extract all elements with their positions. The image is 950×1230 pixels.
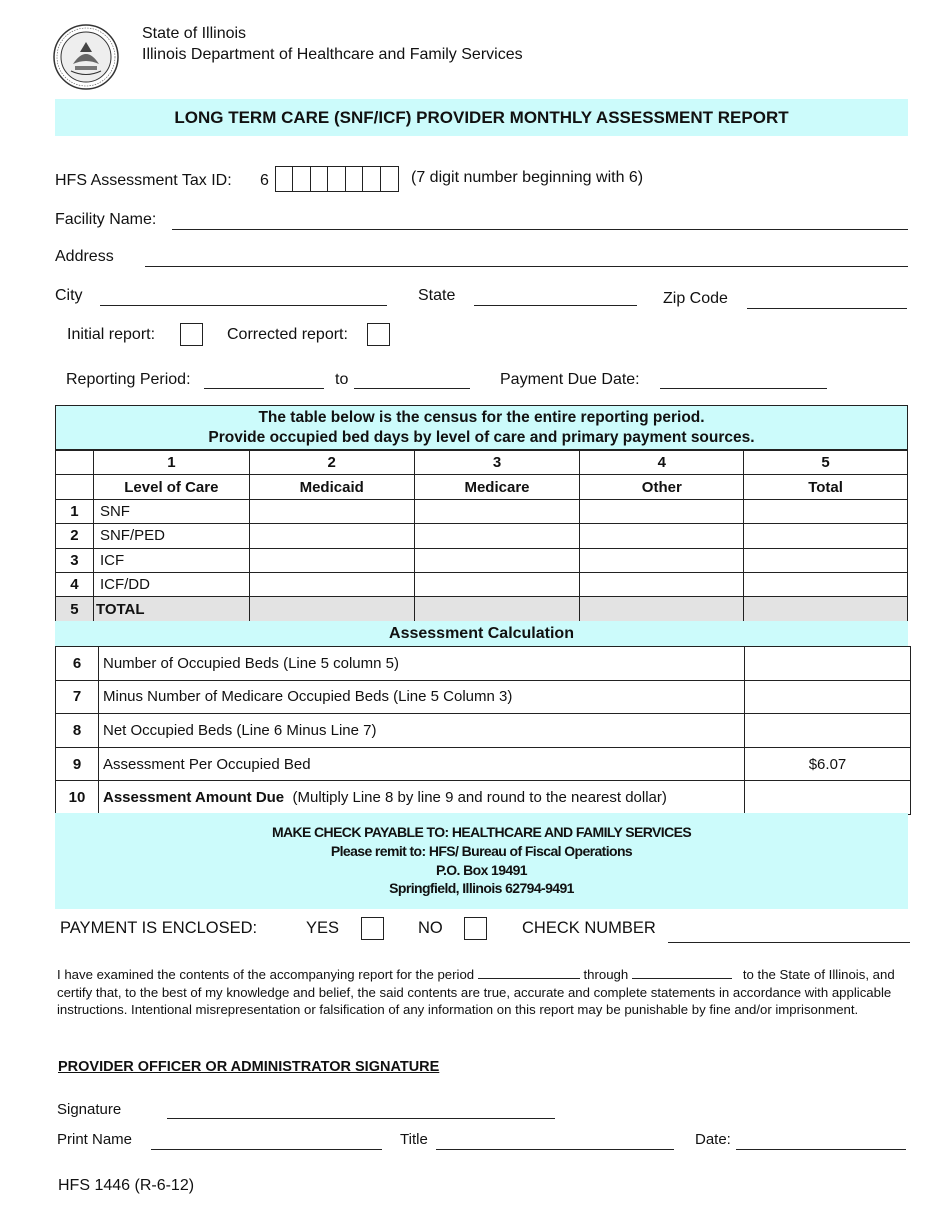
reporting-period-end-field[interactable]: [354, 388, 470, 389]
zip-label: Zip Code: [663, 290, 728, 307]
medicaid-cell[interactable]: [249, 597, 414, 621]
reporting-period-to: to: [335, 371, 349, 388]
payment-due-label: Payment Due Date:: [500, 371, 640, 388]
line-value[interactable]: [745, 680, 911, 714]
col-header-other: Other: [580, 475, 744, 499]
facility-name-label: Facility Name:: [55, 211, 157, 228]
medicaid-cell[interactable]: [249, 572, 414, 596]
signature-label: Signature: [57, 1101, 122, 1118]
level-of-care: SNF: [93, 499, 249, 523]
table-row: [56, 680, 911, 714]
total-cell[interactable]: [744, 499, 908, 523]
tax-id-prefix: 6: [260, 172, 269, 189]
line-number: 8: [56, 714, 99, 748]
table-row: [56, 524, 908, 548]
col-number: 3: [414, 451, 580, 475]
total-cell[interactable]: [744, 524, 908, 548]
assessment-calculation-table: [55, 646, 911, 815]
col-header-medicaid: Medicaid: [249, 475, 414, 499]
title-label: Title: [400, 1131, 428, 1148]
medicare-cell[interactable]: [414, 524, 580, 548]
payment-enclosed-label: PAYMENT IS ENCLOSED:: [60, 919, 258, 937]
signature-field[interactable]: [167, 1118, 555, 1119]
level-of-care: SNF/PED: [93, 524, 249, 548]
remit-po-box: P.O. Box 19491: [436, 861, 527, 878]
tax-id-hint: (7 digit number beginning with 6): [411, 169, 644, 186]
census-column-numbers: [56, 451, 908, 475]
remit-city: Springfield, Illinois 62794-9491: [389, 880, 574, 897]
col-header-medicare: Medicare: [414, 475, 580, 499]
check-number-field[interactable]: [668, 942, 910, 943]
level-of-care: TOTAL: [93, 597, 249, 621]
address-label: Address: [55, 248, 114, 265]
title-field[interactable]: [436, 1149, 674, 1150]
cert-part2: to the State of Illinois,: [742, 967, 869, 982]
cert-part3: and certify that, to the best of my knowledge and belief, the said contents are true, accurate and complete statements in accordance with applicable instructions. Intentional misrepresentation or falsification of any information on this report may be punishable by fine and/or imprisonment.: [57, 967, 895, 1018]
medicare-cell[interactable]: [414, 499, 580, 523]
row-number: 5: [56, 597, 94, 621]
address-field[interactable]: [145, 266, 908, 267]
remit-payable-to: MAKE CHECK PAYABLE TO: HEALTHCARE AND FAMILY SERVICES: [271, 824, 692, 840]
line-number: 7: [56, 680, 99, 714]
col-number: 2: [249, 451, 414, 475]
payment-no-checkbox[interactable]: [464, 917, 487, 940]
total-cell[interactable]: [744, 548, 908, 572]
date-field[interactable]: [736, 1149, 906, 1150]
cert-through: through: [583, 967, 629, 982]
line-label: Number of Occupied Beds (Line 5 column 5): [99, 647, 745, 681]
department-name: Illinois Department of Healthcare and Family Services: [142, 46, 523, 63]
initial-report-checkbox[interactable]: [180, 323, 203, 346]
assessment-calculation-title: Assessment Calculation: [55, 621, 908, 646]
remit-instructions: [55, 813, 908, 909]
census-table: [55, 450, 908, 622]
line-label-note: (Multiply Line 8 by line 9 and round to the nearest dollar): [292, 789, 667, 807]
col-header-level-of-care: Level of Care: [93, 475, 249, 499]
zip-field[interactable]: [747, 308, 907, 309]
other-cell[interactable]: [580, 597, 744, 621]
level-of-care: ICF/DD: [93, 572, 249, 596]
line-label: Assessment Per Occupied Bed: [99, 747, 745, 781]
payment-due-field[interactable]: [660, 388, 827, 389]
payment-yes-checkbox[interactable]: [361, 917, 384, 940]
medicare-cell[interactable]: [414, 597, 580, 621]
print-name-label: Print Name: [57, 1131, 133, 1148]
col-header-total: Total: [744, 475, 908, 499]
tax-id-label: HFS Assessment Tax ID:: [55, 172, 232, 189]
level-of-care: ICF: [93, 548, 249, 572]
state-name: State of Illinois: [142, 25, 247, 42]
line-value[interactable]: [745, 647, 911, 681]
initial-report-label: Initial report:: [67, 326, 156, 343]
state-seal: [53, 24, 119, 90]
row-number: 4: [56, 572, 94, 596]
medicare-cell[interactable]: [414, 572, 580, 596]
cert-period-start-field[interactable]: [478, 966, 580, 979]
medicaid-cell[interactable]: [249, 548, 414, 572]
row-number: 2: [56, 524, 94, 548]
line-number: 6: [56, 647, 99, 681]
reporting-period-start-field[interactable]: [204, 388, 324, 389]
census-header: [55, 405, 908, 450]
table-row: [56, 714, 911, 748]
table-row-total: [56, 597, 908, 621]
col-number: 4: [580, 451, 744, 475]
table-row: [56, 781, 911, 815]
medicare-cell[interactable]: [414, 548, 580, 572]
cert-period-end-field[interactable]: [632, 966, 732, 979]
payment-yes-label: YES: [306, 919, 340, 937]
medicaid-cell[interactable]: [249, 524, 414, 548]
remit-to: Please remit to: HFS/ Bureau of Fiscal Operations: [330, 842, 633, 859]
assessment-per-bed-value: $6.07: [745, 747, 911, 781]
table-row: [56, 647, 911, 681]
state-label: State: [418, 287, 456, 304]
other-cell[interactable]: [580, 524, 744, 548]
assessment-amount-due-value[interactable]: [745, 781, 911, 815]
corrected-report-checkbox[interactable]: [367, 323, 390, 346]
total-cell[interactable]: [744, 572, 908, 596]
row-number: 1: [56, 499, 94, 523]
col-number: 1: [93, 451, 249, 475]
signature-section-title: PROVIDER OFFICER OR ADMINISTRATOR SIGNATURE: [58, 1059, 440, 1075]
form-number: HFS 1446 (R-6-12): [58, 1177, 195, 1194]
other-cell[interactable]: [580, 572, 744, 596]
table-row: [56, 548, 908, 572]
line-label: Net Occupied Beds (Line 6 Minus Line 7): [99, 714, 745, 748]
census-column-labels: [56, 475, 908, 499]
city-label: City: [55, 287, 83, 304]
line-label-bold: Assessment Amount Due: [103, 789, 285, 807]
table-row: [56, 572, 908, 596]
line-label: Minus Number of Medicare Occupied Beds (Line 5 Column 3): [99, 680, 745, 714]
state-field[interactable]: [474, 305, 637, 306]
other-cell[interactable]: [580, 548, 744, 572]
census-header-line2: Provide occupied bed days by level of care and primary payment sources.: [208, 429, 755, 446]
print-name-field[interactable]: [151, 1149, 382, 1150]
tax-id-input[interactable]: [275, 166, 399, 192]
table-row: [56, 499, 908, 523]
line-number: 10: [56, 781, 99, 815]
city-field[interactable]: [100, 305, 387, 306]
form-title: LONG TERM CARE (SNF/ICF) PROVIDER MONTHLY ASSESSMENT REPORT: [55, 99, 908, 136]
corrected-report-label: Corrected report:: [227, 326, 348, 343]
col-number: 5: [744, 451, 908, 475]
facility-name-field[interactable]: [172, 229, 908, 230]
line-value[interactable]: [745, 714, 911, 748]
table-row: [56, 747, 911, 781]
date-label: Date:: [695, 1131, 731, 1148]
payment-no-label: NO: [418, 919, 443, 937]
total-cell[interactable]: [744, 597, 908, 621]
certification-text: [57, 966, 909, 1019]
check-number-label: CHECK NUMBER: [522, 919, 656, 937]
line-label: [99, 781, 745, 815]
medicaid-cell[interactable]: [249, 499, 414, 523]
other-cell[interactable]: [580, 499, 744, 523]
census-header-line1: The table below is the census for the entire reporting period.: [258, 409, 705, 426]
reporting-period-label: Reporting Period:: [66, 371, 191, 388]
row-number: 3: [56, 548, 94, 572]
cert-part1: I have examined the contents of the accompanying report for the period: [57, 967, 475, 982]
line-number: 9: [56, 747, 99, 781]
